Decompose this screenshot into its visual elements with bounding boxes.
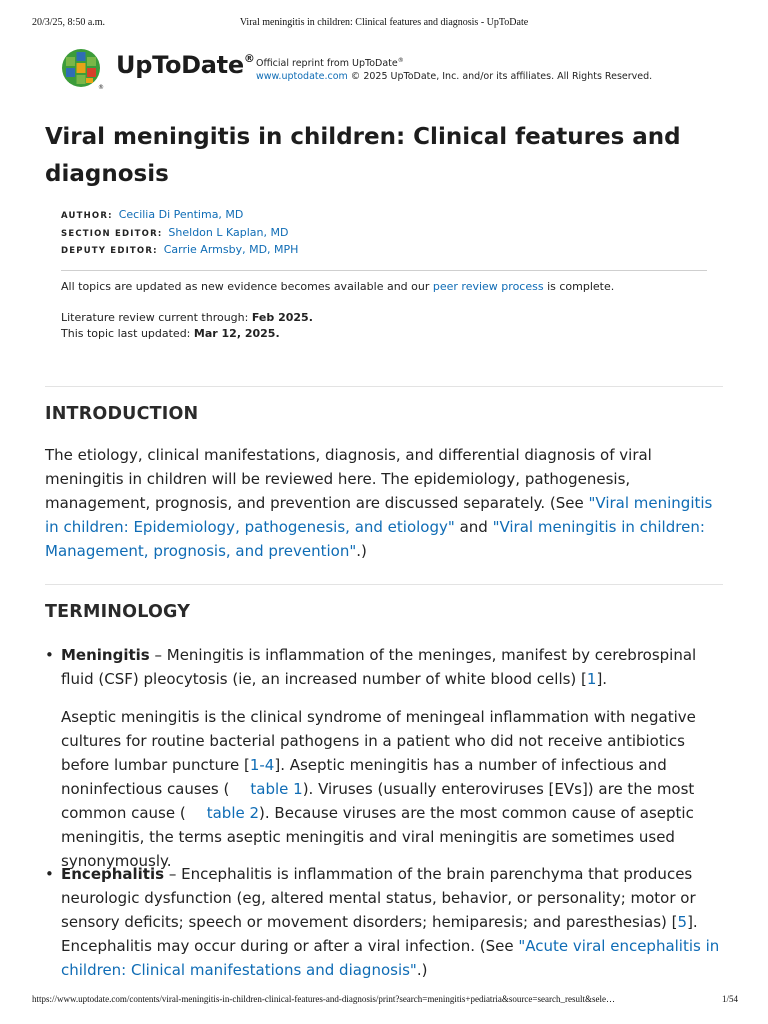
heading-introduction: INTRODUCTION	[45, 404, 199, 424]
section-divider	[45, 584, 723, 585]
contributors-list	[61, 207, 298, 260]
brand-header	[60, 47, 720, 91]
reference-link[interactable]: 5	[677, 913, 688, 931]
peer-review-link[interactable]: peer review process	[432, 280, 544, 293]
page-number: 1/54	[721, 994, 738, 1004]
reference-link[interactable]: 1	[586, 670, 597, 688]
update-notice: All topics are updated as new evidence becomes available and our peer review process is complete.	[61, 280, 615, 293]
list-item-meningitis: Meningitis – Meningitis is inflammation of the meninges, manifest by cerebrospinal fluid (CSF) pleocytosis (ie, an increased number of white blood cells) [1].	[61, 646, 697, 688]
link-epidemiology-topic[interactable]: "Viral meningitis in children: Epidemiology, pathogenesis, and etiology"	[45, 494, 713, 536]
reprint-notice: Official reprint from UpToDate® www.uptodate.com © 2025 UpToDate, Inc. and/or its affiliates. All Rights Reserved.	[256, 57, 653, 83]
section-editor-link[interactable]: Sheldon L Kaplan, MD	[168, 225, 289, 239]
print-datetime: 20/3/25, 8:50 a.m.	[32, 17, 106, 28]
contributor-section-editor: SECTION EDITOR: Sheldon L Kaplan, MD	[61, 225, 289, 239]
svg-text:®: ®	[98, 84, 104, 91]
brand-wordmark: UpToDate®	[116, 51, 255, 79]
print-footer	[32, 994, 738, 1008]
list-item-encephalitis: Encephalitis – Encephalitis is inflammation of the brain parenchyma that produces neurologic dysfunction (eg, altered mental status, behavior, or personality; motor or sensory deficits; speech or movement disorders; hemiparesis; and paresthesias) [5]. Encephalitis may occur during or after a viral infection. (See "Acute viral encephalitis in children: Clinical manifestations and diagnosis".)	[61, 865, 720, 979]
table-1-link[interactable]: table 1	[250, 780, 303, 798]
divider	[61, 270, 707, 271]
reference-link[interactable]: 1-4	[249, 756, 275, 774]
table-icon	[232, 783, 246, 795]
aseptic-meningitis-paragraph: Aseptic meningitis is the clinical syndrome of meningeal inflammation with negative cultures for routine bacterial pathogens in a patient who did not receive antibiotics before lumbar puncture [1-4]. Aseptic meningitis has a number of infectious and noninfectious causes ( table 1). Viruses (usually enteroviruses [EVs]) are the most common cause ( table 2). Because viruses are the most common cause of aseptic meningitis, the terms aseptic meningitis and viral meningitis are sometimes used synonymously.	[61, 708, 696, 870]
print-url: https://www.uptodate.com/contents/viral-meningitis-in-children-clinical-features-and-diagnosis/print?search=meningitis+pediatria&source=search_result&sele…	[32, 994, 615, 1004]
print-header	[32, 17, 736, 31]
bullet-icon: •	[45, 646, 54, 664]
contributor-author: AUTHOR: Cecilia Di Pentima, MD	[61, 208, 244, 221]
link-encephalitis-topic[interactable]: "Acute viral encephalitis in children: Clinical manifestations and diagnosis"	[61, 937, 720, 979]
introduction-paragraph: The etiology, clinical manifestations, diagnosis, and differential diagnosis of viral meningitis in children will be reviewed here. The epidemiology, pathogenesis, management, prognosis, and prevention are discussed separately. (See "Viral meningitis in children: Epidemiology, pathogenesis, and etiology" and "Viral meningitis in children: Management, prognosis, and prevention".)	[45, 446, 713, 560]
deputy-editor-link[interactable]: Carrie Armsby, MD, MPH	[163, 243, 299, 256]
link-management-topic[interactable]: "Viral meningitis in children: Management, prognosis, and prevention"	[45, 518, 705, 560]
page-title: Viral meningitis in children: Clinical features and diagnosis	[45, 124, 681, 187]
section-divider	[45, 386, 723, 387]
table-icon	[189, 807, 203, 819]
author-link[interactable]: Cecilia Di Pentima, MD	[118, 208, 244, 221]
bullet-icon: •	[45, 865, 54, 883]
heading-terminology: TERMINOLOGY	[45, 602, 191, 622]
uptodate-site-link[interactable]: www.uptodate.com	[256, 71, 348, 83]
print-page-title: Viral meningitis in children: Clinical features and diagnosis - UpToDate	[239, 17, 529, 28]
uptodate-logo-icon	[60, 47, 102, 89]
review-dates: Literature review current through: Feb 2025. This topic last updated: Mar 12, 2025.	[61, 311, 313, 340]
contributor-deputy-editor: DEPUTY EDITOR: Carrie Armsby, MD, MPH	[61, 243, 299, 256]
table-2-link[interactable]: table 2	[206, 804, 260, 822]
